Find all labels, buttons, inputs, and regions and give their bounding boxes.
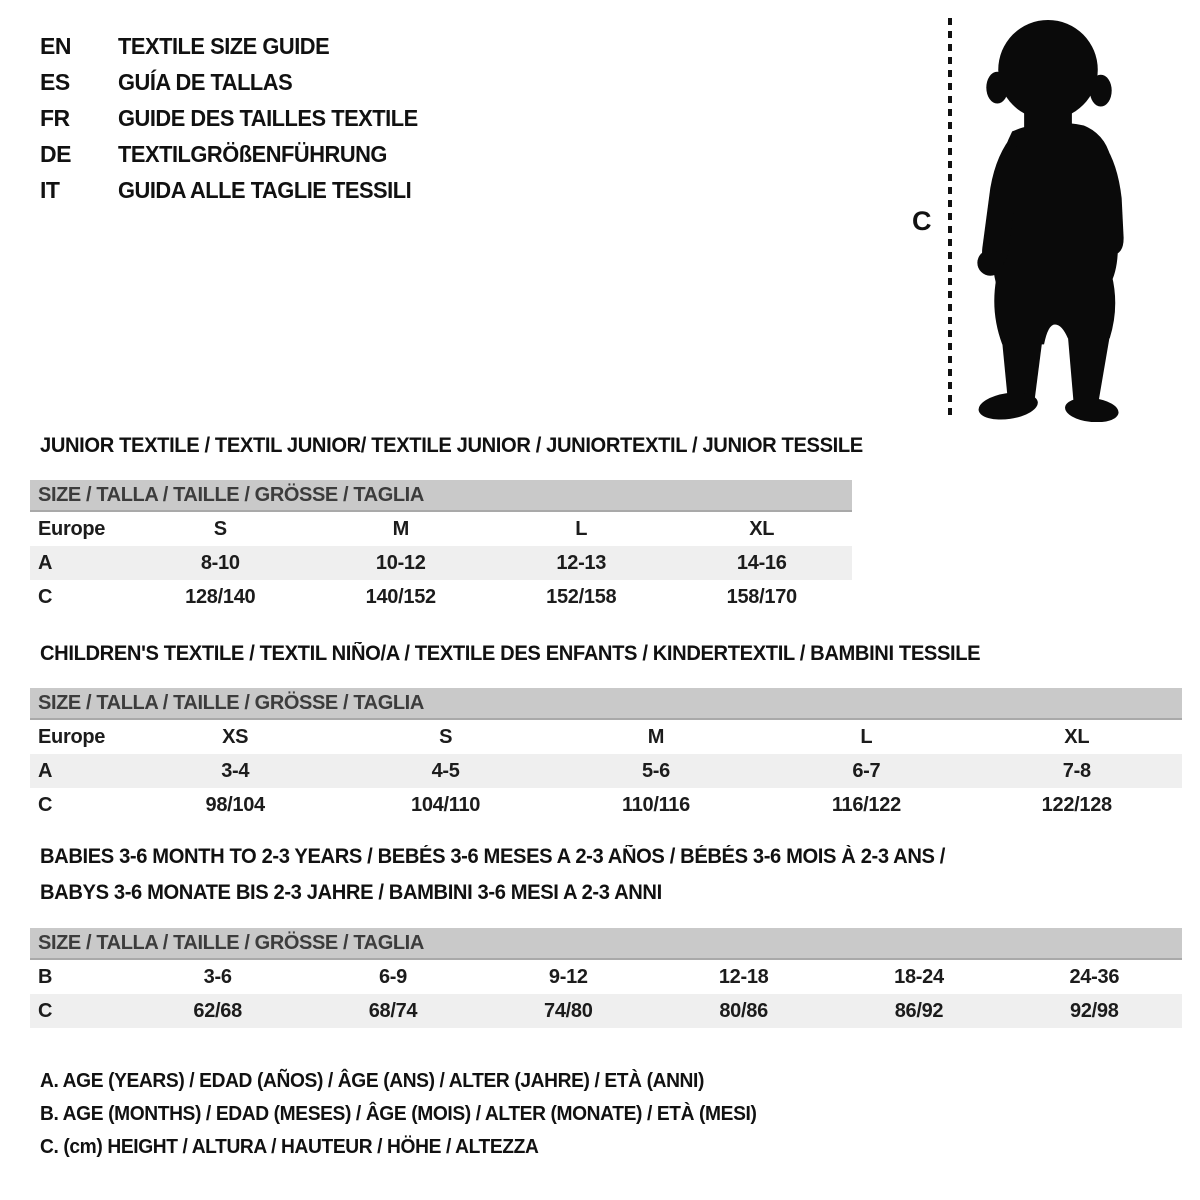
babies-size-table bbox=[30, 928, 1182, 1028]
size-header-label: SIZE / TALLA / TAILLE / GRÖSSE / TAGLIA bbox=[30, 480, 852, 511]
table-cell: 6-9 bbox=[378, 965, 407, 988]
language-title: TEXTILGRÖßENFÜHRUNG bbox=[118, 140, 387, 167]
size-header-row bbox=[30, 480, 852, 511]
row-label: Europe bbox=[38, 517, 106, 540]
table-cell: 24-36 bbox=[1069, 965, 1120, 988]
table-cell: 3-4 bbox=[130, 754, 340, 788]
language-code: DE bbox=[40, 140, 71, 167]
table-cell: 116/122 bbox=[831, 793, 901, 816]
table-row bbox=[30, 719, 1182, 754]
language-row-es bbox=[40, 64, 434, 100]
table-row bbox=[30, 546, 852, 580]
table-cell: 74/80 bbox=[481, 994, 656, 1028]
row-label: A bbox=[30, 754, 130, 788]
table-cell: XL bbox=[749, 517, 775, 540]
size-header-label: SIZE / TALLA / TAILLE / GRÖSSE / TAGLIA bbox=[30, 928, 1182, 959]
table-cell: 122/128 bbox=[1041, 793, 1112, 816]
language-title: GUIDE DES TAILLES TEXTILE bbox=[118, 104, 418, 131]
table-cell: M bbox=[392, 517, 409, 540]
table-cell: 6-7 bbox=[761, 754, 971, 788]
babies-section-heading-line2: BABYS 3-6 MONATE BIS 2-3 JAHRE / BAMBINI 3-6 MESI A 2-3 ANNI bbox=[40, 881, 662, 904]
table-cell: XL bbox=[1064, 725, 1090, 748]
table-cell: 7-8 bbox=[972, 754, 1182, 788]
table-cell: 14-16 bbox=[672, 546, 853, 580]
language-row-de bbox=[40, 136, 434, 172]
table-cell: 110/116 bbox=[621, 793, 690, 816]
table-cell: 18-24 bbox=[894, 965, 944, 988]
table-cell: 4-5 bbox=[340, 754, 550, 788]
language-code: FR bbox=[40, 104, 70, 131]
legend-line-b: B. AGE (MONTHS) / EDAD (MESES) / ÂGE (MOIS) / ALTER (MONATE) / ETÀ (MESI) bbox=[40, 1103, 757, 1125]
table-cell: 128/140 bbox=[185, 585, 256, 608]
table-row bbox=[30, 580, 852, 614]
table-cell: 62/68 bbox=[130, 994, 305, 1028]
table-row bbox=[30, 754, 1182, 788]
table-row bbox=[30, 788, 1182, 822]
table-cell: 12-13 bbox=[491, 546, 672, 580]
row-label: C bbox=[38, 793, 53, 816]
table-cell: L bbox=[860, 725, 873, 748]
language-list bbox=[40, 28, 434, 208]
table-cell: 92/98 bbox=[1007, 994, 1182, 1028]
table-cell: 140/152 bbox=[365, 585, 436, 608]
language-code: EN bbox=[40, 32, 71, 59]
language-row-it bbox=[40, 172, 434, 208]
table-cell: 9-12 bbox=[548, 965, 588, 988]
language-title: GUIDA ALLE TAGLIE TESSILI bbox=[118, 176, 412, 203]
table-cell: 80/86 bbox=[656, 994, 831, 1028]
language-row-fr bbox=[40, 100, 434, 136]
height-measure-label: C bbox=[912, 206, 932, 236]
children-size-table bbox=[30, 688, 1182, 822]
table-row bbox=[30, 994, 1182, 1028]
toddler-silhouette-icon bbox=[952, 14, 1148, 422]
size-header-row bbox=[30, 928, 1182, 959]
table-cell: 98/104 bbox=[205, 793, 265, 816]
junior-size-table bbox=[30, 480, 852, 614]
babies-section-heading-line1: BABIES 3-6 MONTH TO 2-3 YEARS / BEBÉS 3-6 MESES A 2-3 AÑOS / BÉBÉS 3-6 MOIS À 2-3 ANS / bbox=[40, 845, 946, 868]
row-label: A bbox=[30, 546, 130, 580]
table-cell: L bbox=[575, 517, 588, 540]
table-cell: S bbox=[439, 725, 453, 748]
table-cell: 5-6 bbox=[551, 754, 761, 788]
children-section-heading: CHILDREN'S TEXTILE / TEXTIL NIÑO/A / TEXTILE DES ENFANTS / KINDERTEXTIL / BAMBINI TESSILE bbox=[40, 642, 981, 665]
table-cell: 68/74 bbox=[305, 994, 480, 1028]
figure-area bbox=[900, 0, 1200, 440]
junior-section-heading: JUNIOR TEXTILE / TEXTIL JUNIOR/ TEXTILE JUNIOR / JUNIORTEXTIL / JUNIOR TESSILE bbox=[40, 434, 863, 457]
row-label: Europe bbox=[38, 725, 106, 748]
legend-line-c: C. (cm) HEIGHT / ALTURA / HAUTEUR / HÖHE / ALTEZZA bbox=[40, 1136, 539, 1158]
table-cell: 3-6 bbox=[203, 965, 232, 988]
size-header-row bbox=[30, 688, 1182, 719]
table-cell: 104/110 bbox=[411, 793, 481, 816]
table-cell: 158/170 bbox=[726, 585, 797, 608]
language-title: GUÍA DE TALLAS bbox=[118, 68, 293, 95]
language-title: TEXTILE SIZE GUIDE bbox=[118, 32, 330, 59]
table-cell: 8-10 bbox=[130, 546, 311, 580]
language-code: ES bbox=[40, 68, 70, 95]
language-row-en bbox=[40, 28, 434, 64]
row-label: B bbox=[38, 965, 53, 988]
table-cell: S bbox=[213, 517, 227, 540]
table-row bbox=[30, 959, 1182, 994]
table-cell: M bbox=[647, 725, 665, 748]
table-row bbox=[30, 511, 852, 546]
legend-line-a: A. AGE (YEARS) / EDAD (AÑOS) / ÂGE (ANS) / ALTER (JAHRE) / ETÀ (ANNI) bbox=[40, 1070, 705, 1092]
size-header-label: SIZE / TALLA / TAILLE / GRÖSSE / TAGLIA bbox=[30, 688, 1182, 719]
table-cell: 152/158 bbox=[546, 585, 617, 608]
row-label: C bbox=[30, 994, 130, 1028]
row-label: C bbox=[38, 585, 53, 608]
table-cell: 86/92 bbox=[831, 994, 1006, 1028]
language-code: IT bbox=[40, 176, 60, 203]
table-cell: 12-18 bbox=[718, 965, 769, 988]
table-cell: 10-12 bbox=[311, 546, 492, 580]
table-cell: XS bbox=[222, 725, 249, 748]
